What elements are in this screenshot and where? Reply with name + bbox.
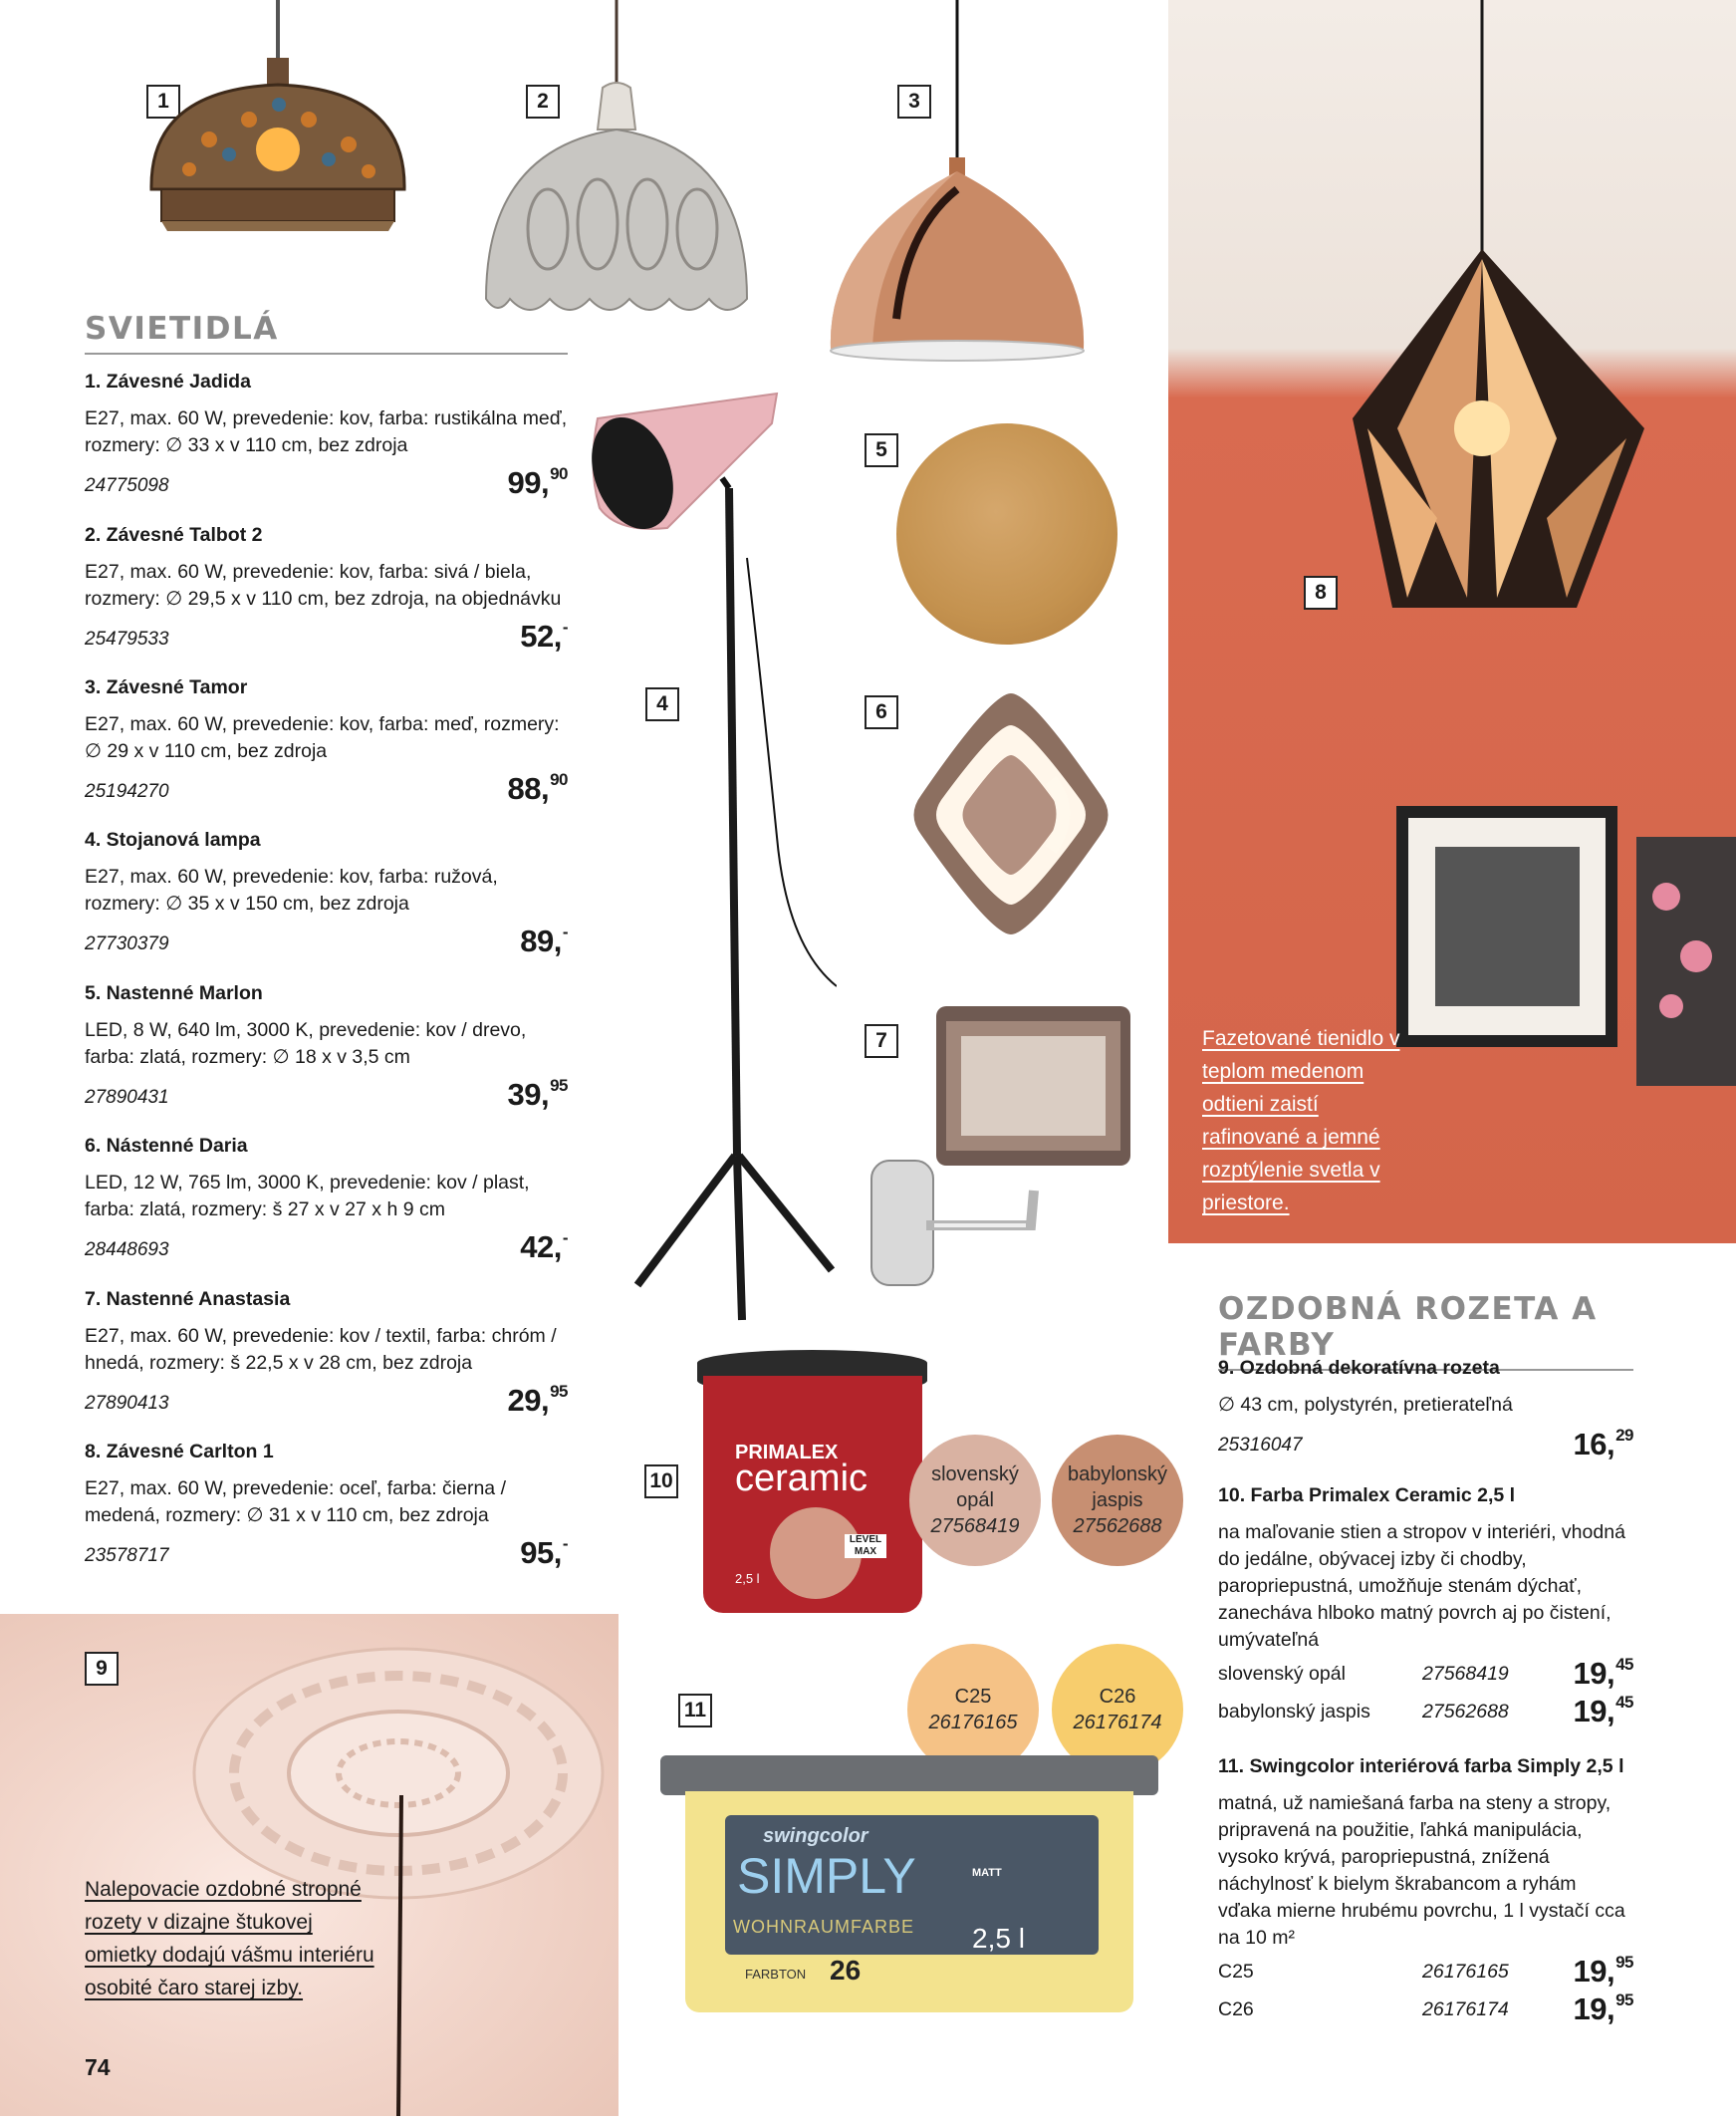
product-code: 23578717 — [85, 1545, 169, 1566]
price-cents: - — [562, 923, 568, 941]
swatch-name-line2: opál — [956, 1489, 994, 1511]
price-cents: 95 — [550, 1382, 568, 1401]
product-price-row — [85, 465, 568, 501]
swatch-name-line1: slovenský — [931, 1463, 1019, 1485]
product-description: E27, max. 60 W, prevedenie: kov, farba: meď, rozmery: ∅ 29 x v 110 cm, bez zdroja — [85, 713, 560, 762]
lighting-product — [85, 371, 568, 501]
price-main: 39, — [507, 1077, 550, 1112]
image-number-4: 4 — [645, 687, 679, 721]
price-main: 99, — [507, 465, 550, 500]
product-name: 11. Swingcolor interiérová farba Simply 2,5 l — [1218, 1755, 1624, 1777]
product-name: 7. Nastenné Anastasia — [85, 1288, 291, 1310]
paint-section-title: OZDOBNÁ ROZETA A FARBY — [1218, 1291, 1633, 1371]
price-cents: - — [562, 1534, 568, 1553]
variant-code: 27568419 — [1422, 1663, 1509, 1685]
price-main: 19, — [1573, 1991, 1615, 2026]
price-cents: 95 — [550, 1076, 568, 1095]
price-cents: 95 — [1615, 1990, 1633, 2009]
lighting-product — [85, 1441, 568, 1571]
ceramic-paint-product — [1218, 1484, 1633, 1729]
simply-farbton-label: FARBTON — [745, 1967, 807, 1982]
rosette-caption: Nalepovacie ozdobné stropné rozety v dizajne štukovej omietky dodajú vášmu interiéru osobité čaro starej izby. — [85, 1878, 374, 1999]
product-price — [507, 464, 568, 501]
image-number-10: 10 — [644, 1464, 678, 1498]
price-main: 19, — [1573, 1954, 1615, 1988]
rosette-product — [1218, 1357, 1633, 1462]
product-price — [520, 618, 568, 655]
lighting-section-title: SVIETIDLÁ — [85, 311, 568, 355]
lighting-product — [85, 829, 568, 959]
swatch-slovensky-opal — [909, 1435, 1041, 1566]
swatch-code: 27568419 — [930, 1515, 1020, 1537]
image-number-6: 6 — [865, 695, 898, 729]
lamp-talbot-image — [478, 0, 757, 329]
lamp-jadida-image — [139, 0, 418, 289]
product-code: 25316047 — [1218, 1435, 1303, 1456]
variant-row — [1218, 1692, 1633, 1729]
swatch-code: 27562688 — [1073, 1515, 1162, 1537]
product-price-row — [85, 1229, 568, 1265]
product-price-row — [85, 1535, 568, 1571]
product-name: 3. Závesné Tamor — [85, 676, 248, 698]
variant-price — [1573, 1990, 1633, 2027]
lamp-anastasia-image — [867, 1001, 1135, 1290]
swatch-code: 26176174 — [1073, 1712, 1162, 1733]
product-description: ∅ 43 cm, polystyrén, pretierateľná — [1218, 1394, 1513, 1416]
product-price-row — [85, 771, 568, 807]
lighting-product — [85, 982, 568, 1113]
lamp-tamor-image — [817, 0, 1086, 369]
price-main: 42, — [520, 1229, 562, 1264]
primalex-brand-text: PRIMALEX — [735, 1442, 839, 1463]
price-main: 29, — [507, 1383, 550, 1418]
image-number-9: 9 — [85, 1652, 119, 1686]
variant-price — [1573, 1693, 1633, 1729]
variant-name: C25 — [1218, 1961, 1254, 1983]
rosette-illustration — [0, 1614, 619, 2116]
primalex-volume-text: 2,5 l — [735, 1571, 760, 1586]
swatch-name-line1: C25 — [954, 1686, 992, 1708]
product-code: 27730379 — [85, 933, 169, 954]
bucket-lid — [660, 1755, 1158, 1795]
swatch-code: 26176165 — [928, 1712, 1018, 1733]
lighting-product — [85, 676, 568, 807]
product-description: matná, už namiešaná farba na steny a stropy, pripravená na použitie, ľahká manipulácia, vysoko krývá, paropriepustná, znížená náchylnosť k bielym škrabancom a ryhám vďaka mierne hrubému povrchu, 1 l vystačí cca na 10 m² — [1218, 1792, 1625, 1949]
variant-price — [1573, 1953, 1633, 1989]
variant-code: 26176174 — [1422, 1998, 1509, 2020]
rosette-photo — [0, 1614, 619, 2116]
page-number: 74 — [85, 2054, 111, 2080]
price-cents: 29 — [1615, 1426, 1633, 1445]
variant-row — [1218, 1952, 1633, 1989]
price-main: 16, — [1573, 1427, 1615, 1461]
price-cents: 90 — [550, 464, 568, 483]
image-number-7: 7 — [865, 1024, 898, 1058]
swatch-name-line2: jaspis — [1092, 1489, 1143, 1511]
product-price-row — [85, 619, 568, 655]
simply-product-text: SIMPLY — [737, 1848, 916, 1904]
floor-lamp-image — [588, 389, 837, 1325]
price-cents: - — [562, 1228, 568, 1247]
product-description: LED, 8 W, 640 lm, 3000 K, prevedenie: kov / drevo, farba: zlatá, rozmery: ∅ 18 x v 3,5 cm — [85, 1019, 527, 1068]
product-code: 28448693 — [85, 1239, 169, 1260]
product-name: 1. Závesné Jadida — [85, 371, 251, 393]
price-cents: 45 — [1615, 1693, 1633, 1712]
variant-name: C26 — [1218, 1998, 1254, 2020]
product-description: E27, max. 60 W, prevedenie: kov, farba: ružová, rozmery: ∅ 35 x v 150 cm, bez zdroja — [85, 866, 498, 915]
variant-name: slovenský opál — [1218, 1663, 1346, 1685]
variant-row — [1218, 1654, 1633, 1692]
product-price — [507, 770, 568, 807]
simply-matt-text: MATT — [972, 1867, 1002, 1879]
product-description: E27, max. 60 W, prevedenie: kov, farba: rustikálna meď, rozmery: ∅ 33 x v 110 cm, bez zdroja — [85, 407, 568, 456]
variant-code: 27562688 — [1422, 1701, 1509, 1723]
image-number-11: 11 — [678, 1694, 712, 1727]
lamp8-caption: Fazetované tienidlo v teplom medenom odtieni zaistí rafinované a jemné rozptýlenie svetla v priestore. — [1202, 1027, 1400, 1214]
product-price-row — [85, 924, 568, 959]
product-price — [520, 923, 568, 959]
price-main: 88, — [507, 771, 550, 806]
price-cents: - — [562, 618, 568, 637]
lighting-product — [85, 524, 568, 655]
product-price-row — [1218, 1425, 1633, 1462]
product-description: E27, max. 60 W, prevedenie: kov, farba: sivá / biela, rozmery: ∅ 29,5 x v 110 cm, bez zdroja, na objednávku — [85, 561, 562, 610]
product-name: 4. Stojanová lampa — [85, 829, 261, 851]
image-number-1: 1 — [146, 85, 180, 119]
price-main: 19, — [1573, 1656, 1615, 1691]
simply-volume-text: 2,5 l — [972, 1923, 1025, 1954]
price-cents: 45 — [1615, 1655, 1633, 1674]
variant-price — [1573, 1655, 1633, 1692]
simply-farbton-number: 26 — [830, 1955, 862, 1986]
product-name: 5. Nastenné Marlon — [85, 982, 263, 1004]
lamp-marlon-image — [896, 423, 1117, 645]
variant-row — [1218, 1989, 1633, 2027]
product-name: 8. Závesné Carlton 1 — [85, 1441, 274, 1462]
product-code: 27890431 — [85, 1087, 169, 1108]
price-cents: 90 — [550, 770, 568, 789]
price-main: 52, — [520, 619, 562, 654]
product-name: 9. Ozdobná dekoratívna rozeta — [1218, 1357, 1500, 1379]
product-price-row — [85, 1383, 568, 1419]
swatch-name-line1: C26 — [1099, 1686, 1136, 1708]
product-code: 25479533 — [85, 629, 169, 650]
product-name: 2. Závesné Talbot 2 — [85, 524, 263, 546]
product-description: na maľovanie stien a stropov v interiéri, vhodná do jedálne, obývacej izby či chodby, paropriepustná, umožňuje stenám dýchať, zanecháva hlboko matný povrch aj po čistení, umývateľná — [1218, 1521, 1625, 1651]
image-number-5: 5 — [865, 433, 898, 467]
price-main: 19, — [1573, 1694, 1615, 1728]
variant-name: babylonský jaspis — [1218, 1701, 1370, 1723]
product-description: E27, max. 60 W, prevedenie: kov / textil, farba: chróm / hnedá, rozmery: š 22,5 x v 28 cm, bez zdroja — [85, 1325, 557, 1374]
lamp-daria-image — [901, 685, 1120, 944]
image-number-3: 3 — [897, 85, 931, 119]
primalex-badge: LEVEL MAX — [845, 1534, 886, 1558]
product-price — [1573, 1426, 1633, 1462]
swatch-babylonsky-jaspis — [1052, 1435, 1183, 1566]
lighting-product — [85, 1288, 568, 1419]
product-name: 6. Nástenné Daria — [85, 1135, 248, 1157]
price-main: 89, — [520, 924, 562, 958]
product-price — [520, 1228, 568, 1265]
product-price — [507, 1382, 568, 1419]
product-code: 27890413 — [85, 1393, 169, 1414]
product-description: LED, 12 W, 765 lm, 3000 K, prevedenie: kov / plast, farba: zlatá, rozmery: š 27 x v 27 x h 9 cm — [85, 1172, 530, 1220]
swatch-name-line1: babylonský — [1067, 1463, 1168, 1485]
lighting-product — [85, 1135, 568, 1265]
product-description: E27, max. 60 W, prevedenie: oceľ, farba: čierna / medená, rozmery: ∅ 31 x v 110 cm, bez zdroja — [85, 1477, 506, 1526]
primalex-product-text: ceramic — [735, 1458, 868, 1499]
product-code: 24775098 — [85, 475, 169, 496]
price-main: 95, — [520, 1535, 562, 1570]
image-number-2: 2 — [526, 85, 560, 119]
product-price — [507, 1076, 568, 1113]
simply-paint-product — [1218, 1755, 1633, 2027]
product-name: 10. Farba Primalex Ceramic 2,5 l — [1218, 1484, 1516, 1506]
image-number-8: 8 — [1304, 576, 1338, 610]
product-price-row — [85, 1077, 568, 1113]
simply-brand-text: swingcolor — [763, 1825, 868, 1847]
product-price — [520, 1534, 568, 1571]
variant-code: 26176165 — [1422, 1961, 1509, 1983]
primalex-bucket-image — [695, 1350, 929, 1617]
simply-bucket-image — [655, 1755, 1163, 2016]
product-code: 25194270 — [85, 781, 169, 802]
price-cents: 95 — [1615, 1953, 1633, 1972]
simply-subtitle-text: WOHNRAUMFARBE — [733, 1917, 915, 1937]
